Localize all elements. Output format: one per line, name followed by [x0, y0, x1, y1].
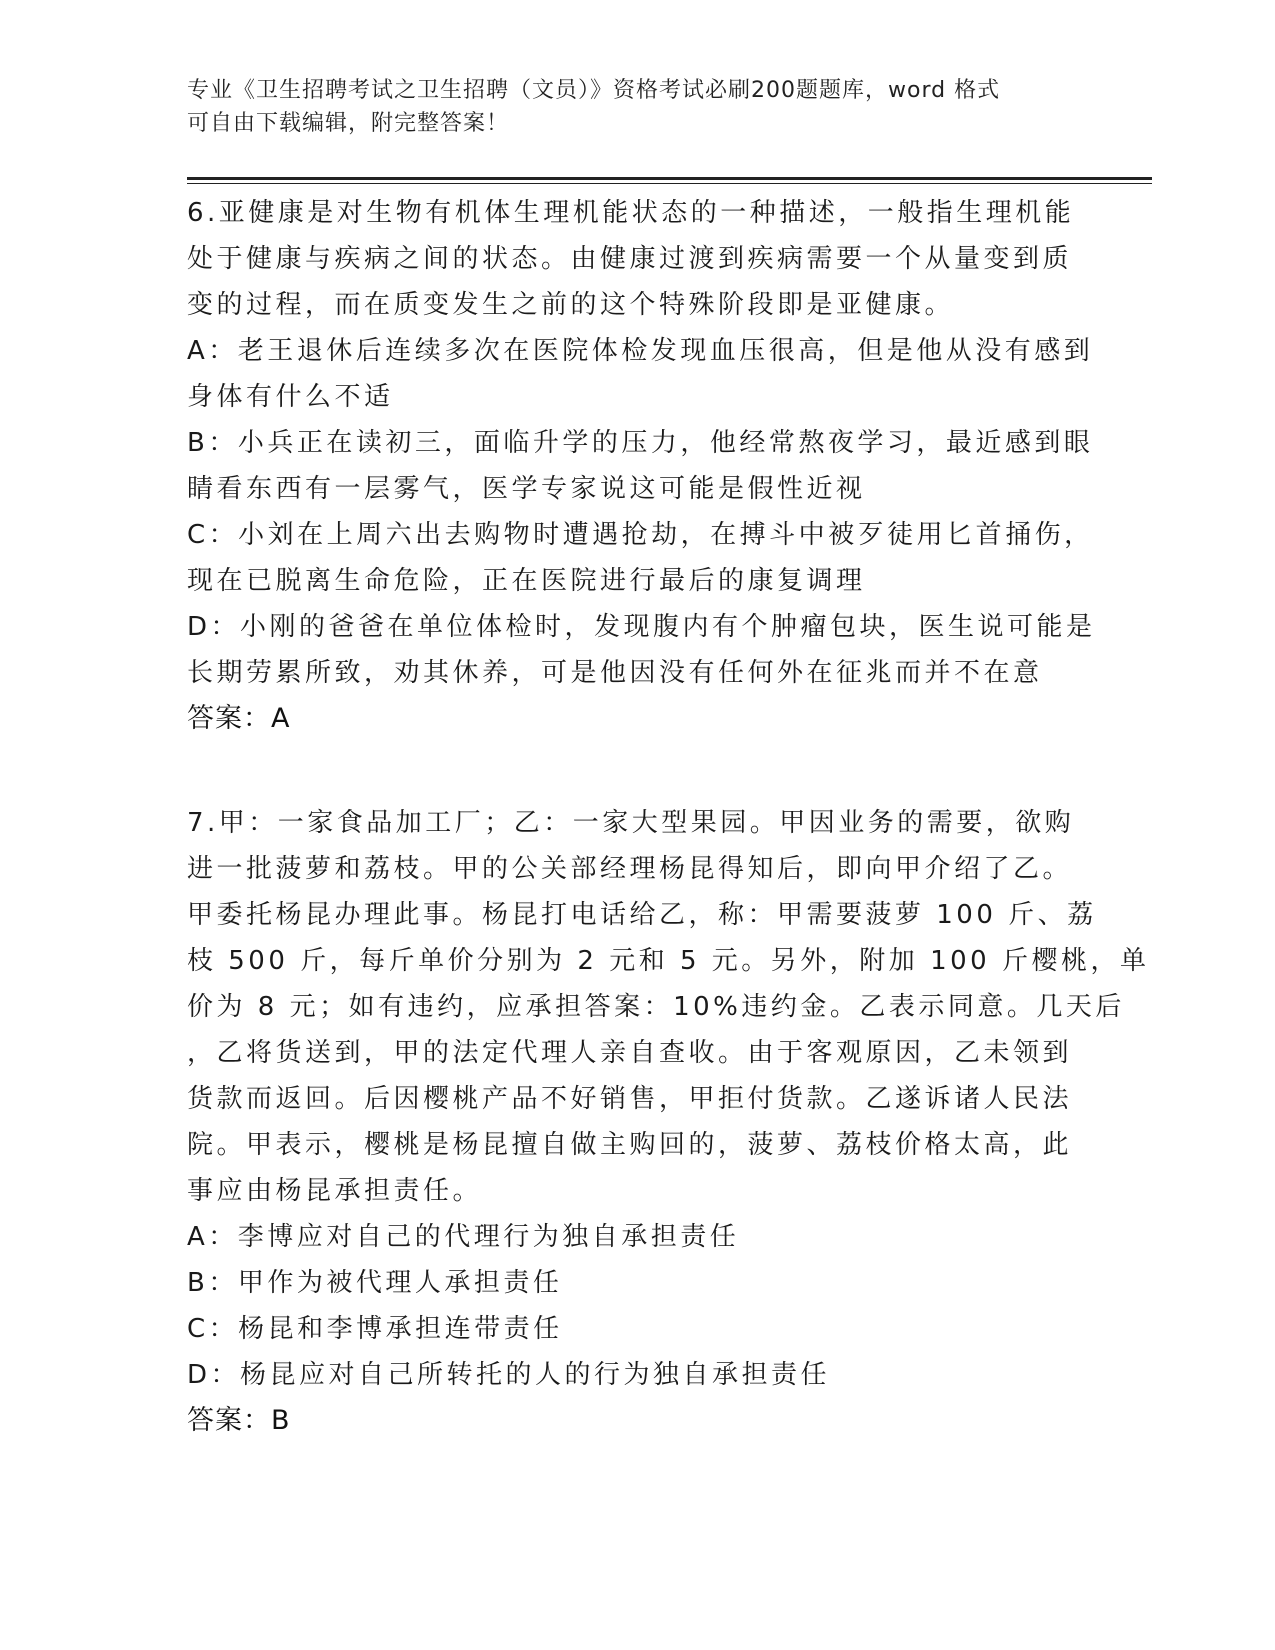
option-line: B：小兵正在读初三，面临升学的压力，他经常熬夜学习，最近感到眼: [187, 428, 1094, 458]
option-line: 睛看东西有一层雾气，医学专家说这可能是假性近视: [187, 474, 866, 504]
option-line: C：小刘在上周六出去购物时遭遇抢劫，在搏斗中被歹徒用匕首捅伤，: [187, 520, 1094, 550]
header-divider-thick: [187, 177, 1152, 180]
question-stem-line: 6.亚健康是对生物有机体生理机能状态的一种描述，一般指生理机能: [187, 198, 1075, 228]
option-line: 身体有什么不适: [187, 382, 394, 412]
question-list: [187, 190, 1150, 1444]
header-line-2: 可自由下载编辑，附完整答案！: [187, 111, 510, 136]
question-stem-line: 处于健康与疾病之间的状态。由健康过渡到疾病需要一个从量变到质: [187, 244, 1073, 274]
question-spacer: [187, 742, 1087, 800]
header-divider-thin: [187, 183, 1152, 184]
option-line: A：老王退休后连续多次在医院体检发现血压很高，但是他从没有感到: [187, 336, 1094, 366]
option-line: A：李博应对自己的代理行为独自承担责任: [187, 1222, 740, 1252]
question-stem-line: 进一批菠萝和荔枝。甲的公关部经理杨昆得知后，即向甲介绍了乙。: [187, 854, 1073, 884]
question-7: [187, 800, 1150, 1444]
question-stem-line: 院。甲表示，樱桃是杨昆擅自做主购回的，菠萝、荔枝价格太高，此: [187, 1130, 1073, 1160]
option-line: 长期劳累所致，劝其休养，可是他因没有任何外在征兆而并不在意: [187, 658, 1043, 688]
answer-label: 答案：A: [187, 703, 291, 734]
question-stem-line: 事应由杨昆承担责任。: [187, 1176, 483, 1206]
question-stem-line: 7.甲：一家食品加工厂；乙：一家大型果园。甲因业务的需要，欲购: [187, 808, 1075, 838]
question-stem-line: 甲委托杨昆办理此事。杨昆打电话给乙，称：甲需要菠萝 100 斤、荔: [187, 900, 1097, 930]
answer-label: 答案：B: [187, 1405, 291, 1436]
option-line: 现在已脱离生命危险，正在医院进行最后的康复调理: [187, 566, 866, 596]
option-line: D：小刚的爸爸在单位体检时，发现腹内有个肿瘤包块，医生说可能是: [187, 612, 1096, 642]
question-stem-line: 变的过程，而在质变发生之前的这个特殊阶段即是亚健康。: [187, 290, 955, 320]
question-6: [187, 190, 1096, 742]
option-line: C：杨昆和李博承担连带责任: [187, 1314, 563, 1344]
question-stem-line: ，乙将货送到，甲的法定代理人亲自查收。由于客观原因，乙未领到: [187, 1038, 1073, 1068]
question-stem-line: 枝 500 斤，每斤单价分别为 2 元和 5 元。另外，附加 100 斤樱桃，单: [187, 946, 1150, 976]
option-line: D：杨昆应对自己所转托的人的行为独自承担责任: [187, 1360, 831, 1390]
option-line: B：甲作为被代理人承担责任: [187, 1268, 563, 1298]
page-header: [187, 74, 1067, 140]
header-line-1: 专业《卫生招聘考试之卫生招聘（文员）》资格考试必刷200题题库，word 格式: [187, 78, 1001, 103]
question-stem-line: 价为 8 元；如有违约，应承担答案：10%违约金。乙表示同意。几天后: [187, 992, 1125, 1022]
question-stem-line: 货款而返回。后因樱桃产品不好销售，甲拒付货款。乙遂诉诸人民法: [187, 1084, 1073, 1114]
